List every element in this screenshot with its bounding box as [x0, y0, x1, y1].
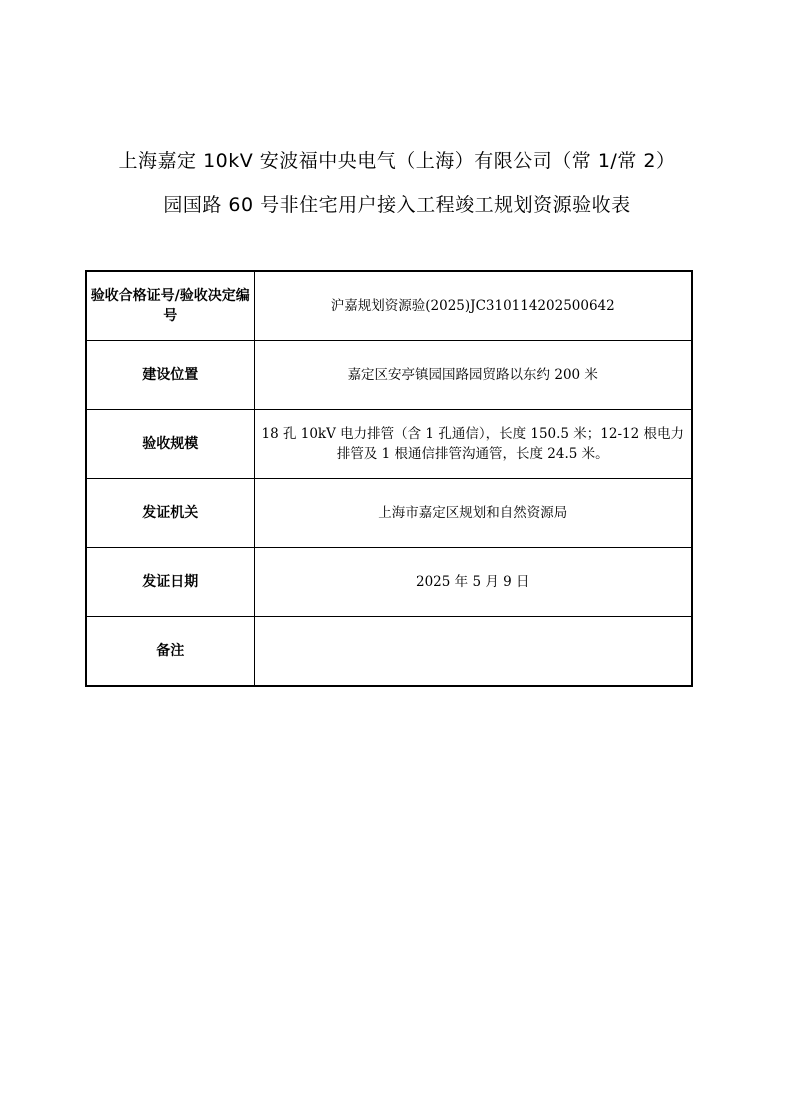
- acceptance-table: [85, 270, 693, 687]
- table-row-scale: [86, 410, 692, 479]
- remarks-value: [254, 617, 692, 687]
- table-row-issue-date: [86, 548, 692, 617]
- scale-label: 验收规模: [86, 410, 254, 479]
- location-label: 建设位置: [86, 341, 254, 410]
- location-value: 嘉定区安亭镇园国路园贸路以东约 200 米: [254, 341, 692, 410]
- document-title-line-1: 上海嘉定 10kV 安波福中央电气（上海）有限公司（常 1/常 2）: [118, 150, 676, 172]
- table-row-remarks: [86, 617, 692, 687]
- certificate-number-value: 沪嘉规划资源验(2025)JC310114202500642: [254, 271, 692, 341]
- remarks-label: 备注: [86, 617, 254, 687]
- certificate-number-label: 验收合格证号/验收决定编号: [86, 271, 254, 341]
- scale-value: 18 孔 10kV 电力排管（含 1 孔通信），长度 150.5 米；12-12 根电力排管及 1 根通信排管沟通管，长度 24.5 米。: [254, 410, 692, 479]
- table-row-certificate-number: [86, 271, 692, 341]
- issue-date-value: 2025 年 5 月 9 日: [254, 548, 692, 617]
- table-row-issuing-authority: [86, 479, 692, 548]
- issue-date-label: 发证日期: [86, 548, 254, 617]
- table-row-location: [86, 341, 692, 410]
- issuing-authority-value: 上海市嘉定区规划和自然资源局: [254, 479, 692, 548]
- document-title-line-2: 园国路 60 号非住宅用户接入工程竣工规划资源验收表: [163, 194, 631, 216]
- issuing-authority-label: 发证机关: [86, 479, 254, 548]
